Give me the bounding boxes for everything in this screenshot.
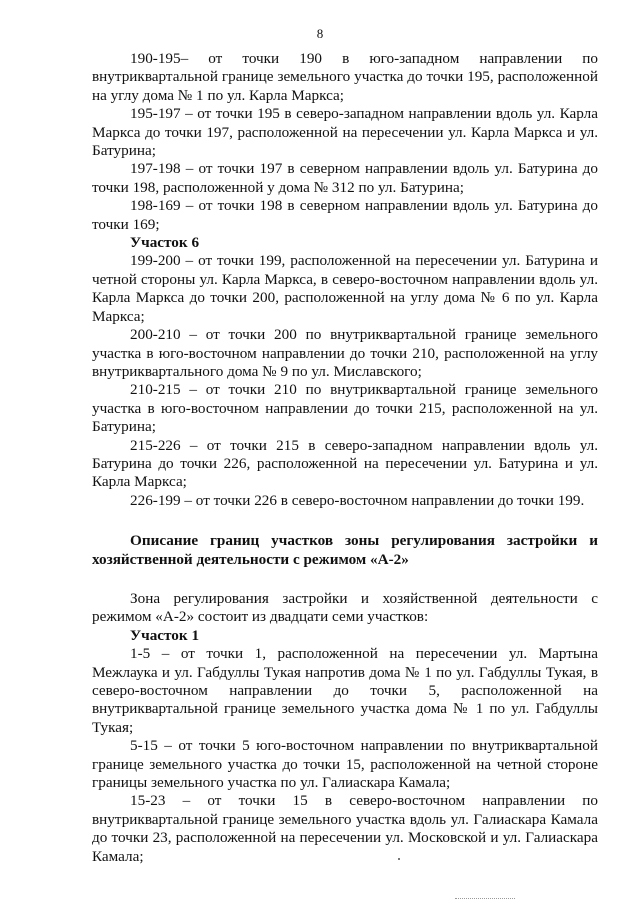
subsection-title: Участок 6 [130,234,200,252]
boundary-paragraph: 15-23 – от точки 15 в северо-восточном направлении по внутриквартальной границе земельного участка вдоль ул. Галиаскара Камала до точки 23, расположенной на пересечении ул. Московской и ул. Галиаскара Камала; [92,792,598,865]
boundary-paragraph: 5-15 – от точки 5 юго-восточном направлении по внутриквартальной границе земельного участка до точки 15, расположенной на четной стороне границы земельного участка по ул. Галиаскара Камала; [92,737,598,792]
scan-artifact-line [455,898,515,900]
boundary-paragraph: 1-5 – от точки 1, расположенной на пересечении ул. Мартына Межлаука и ул. Габдуллы Тукая напротив дома № 1 по ул. Габдуллы Тукая, в северо-восточном направлении до точки 5, расположенной на внутриквартальной границе земельного участка дома № 1 по ул. Габдуллы Тукая; [92,645,598,736]
boundary-paragraph: 195-197 – от точки 195 в северо-западном направлении вдоль ул. Карла Маркса до точки 197, расположенной на пересечении ул. Карла Маркса и ул. Батурина; [92,105,598,160]
boundary-paragraph: 200-210 – от точки 200 по внутриквартальной границе земельного участка в юго-восточном направлении до точки 210, расположенной на углу внутриквартального дома № 9 по ул. Миславского; [92,326,598,380]
subsection-title: Участок 1 [130,626,200,644]
boundary-paragraph: 210-215 – от точки 210 по внутриквартальной границе земельного участка в юго-восточном направлении до точки 215, расположенной на ул. Батурина; [92,381,598,436]
boundary-paragraph: 215-226 – от точки 215 в северо-западном направлении вдоль ул. Батурина до точки 226, расположенной на пересечении ул. Батурина и ул. Карла Маркса; [92,436,598,491]
scan-speck [398,858,400,860]
boundary-paragraph: 197-198 – от точки 197 в северном направлении вдоль ул. Батурина до точки 198, расположенной у дома № 312 по ул. Батурина; [92,160,598,196]
boundary-list-top [92,50,598,510]
boundary-paragraph: 198-169 – от точки 198 в северном направлении вдоль ул. Батурина до точки 169; [92,197,598,233]
page-number: 8 [316,26,324,41]
boundary-paragraph: 226-199 – от точки 226 в северо-восточном направлении до точки 199. [130,491,585,509]
boundary-paragraph: 199-200 – от точки 199, расположенной на пересечении ул. Батурина и четной стороны ул. Карла Маркса, в северо-восточном направлении вдоль ул. Карла Маркса до точки 200, расположенной на углу дома № 6 по ул. Карла Маркса; [92,252,598,325]
boundary-list-bottom [92,590,598,866]
boundary-paragraph: 190-195– от точки 190 в юго-западном направлении по внутриквартальной границе земельного участка до точки 195, расположенной на углу дома № 1 по ул. Карла Маркса; [92,50,598,104]
document-body [92,50,598,866]
section-heading: Описание границ участков зоны регулирования застройки и хозяйственной деятельности с режимом «А-2» [92,532,598,568]
boundary-paragraph: Зона регулирования застройки и хозяйственной деятельности с режимом «А-2» состоит из двадцати семи участков: [92,589,598,626]
